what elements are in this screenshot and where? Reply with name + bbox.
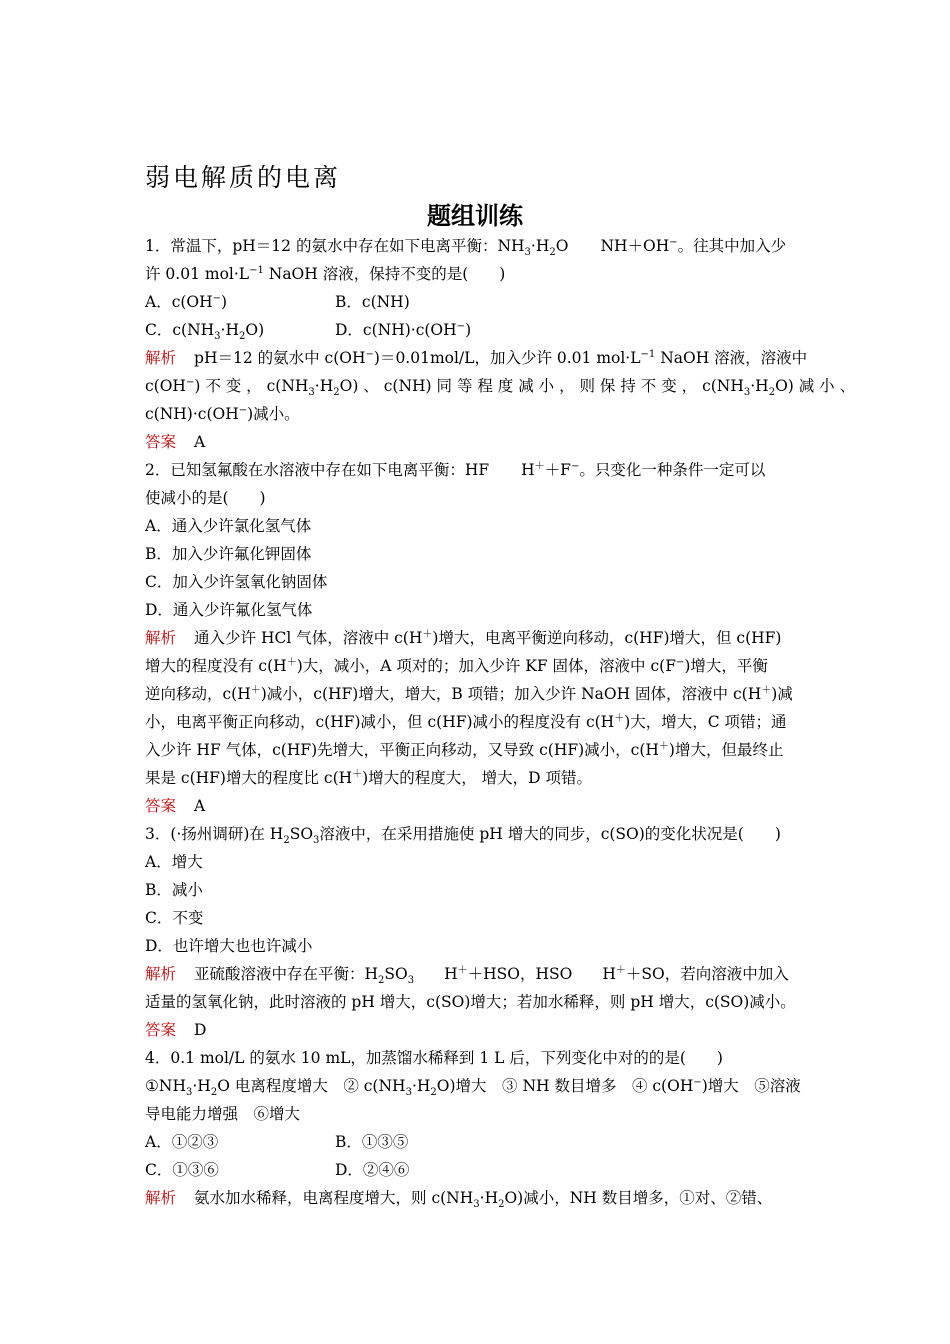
q3-analysis-line2: 适量的氢氧化钠，此时溶液的 pH 增大，c(SO)增大；若加水稀释，则 pH 增大，c(SO)减小。 [145,993,796,1011]
q2-analysis-line2: 增大的程度没有 c(H＋)大，减小，A 项对的；加入少许 KF 固体，溶液中 c(F−)增大，平衡 [145,656,768,675]
q3-option-a: A．增大 [145,853,203,871]
q3-option-c: C．不变 [145,909,204,927]
q3-stem: 3．(·扬州调研)在 $H_2SO_3$溶液中，在采用措施使 pH 增大的同步，c(SO)的变化状况是( ) [145,825,781,847]
q1-stem-line2: 许 0.01 $mol\cdot L^{-1}$ NaOH 溶液，保持不变的是( ) [145,264,506,283]
q1-analysis-line3: c(NH)·c(OH−)减小。 [145,404,300,423]
q2-analysis-line6: 果是 c(HF)增大的程度比 c(H＋)增大的程度大， 增大，D 项错。 [145,768,592,787]
q4-stem: 4．0.1 mol/L 的氨水 10 mL，加蒸馏水稀释到 1 L 后，下列变化中对的的是( ) [145,1049,723,1067]
q3-option-d: D．也许增大也也许减小 [145,937,313,955]
analysis-label: 解析 [145,629,177,647]
q2-option-b: B．加入少许氟化钾固体 [145,545,312,563]
q4-items-line2: 导电能力增强 ⑥增大 [145,1105,301,1123]
analysis-label: 解析 [145,1189,177,1207]
q3-option-b: B．减小 [145,881,203,899]
q2-stem-line1: 2．已知氢氟酸在水溶液中存在如下电离平衡：HF H＋＋F−。只变化一种条件一定可以 [145,460,766,479]
question-list [145,232,856,1212]
answer-label: 答案 [145,1021,177,1039]
q2-answer: 答案 A [145,797,206,815]
q2-analysis-line4: 小，电离平衡正向移动，c(HF)减小，但 c(HF)减小的程度没有 c(H＋)大，增大，C 项错；通 [145,712,787,731]
q3-answer: 答案 D [145,1021,207,1039]
q2-option-a: A．通入少许氯化氢气体 [145,517,312,535]
q4-analysis-line1: 解析 氨水加水稀释，电离程度增大，则 $c(NH_3\cdot H_2O)$减小，NH 数目增多，①对、②错、 [145,1189,773,1211]
q2-stem-line2: 使减小的是( ) [145,489,266,507]
section-subtitle: 题组训练 [427,201,523,230]
q2-analysis-line1: 解析 通入少许 HCl 气体，溶液中 c(H＋)增大，电离平衡逆向移动，c(HF)增大，但 c(HF) [145,628,782,647]
q4-items-line1: $①NH_3\cdot H_2O$ 电离程度增大 ② $c(NH_3\cdot H_2O)$增大 ③ NH 数目增多 ④ c(OH−)增大 ⑤溶液 [145,1076,801,1099]
q3-analysis-line1: 解析 亚硫酸溶液中存在平衡：$H_2SO_3$ H＋＋HSO，HSO H＋＋SO，若向溶液中加入 [145,964,789,987]
q1-analysis-line2: c(OH−) 不 变 ， $c(NH_3\cdot H_2O)$ 、 c(NH) 同 等 程 度 减 小 ， 则 保 持 不 变 ， $c(NH_3\cdot H_2O)$ 减 小 、 [145,376,856,399]
q1-analysis-line1: 解析 pH＝12 的氨水中 c(OH−)＝0.01mol/L，加入少许 0.01 $mol\cdot L^{-1}$ NaOH 溶液，溶液中 [145,348,808,367]
q2-option-c: C．加入少许氢氧化钠固体 [145,573,328,591]
q2-option-d: D．通入少许氟化氢气体 [145,601,313,619]
q4-options-ab: A．①②③ B．①③⑤ [145,1133,409,1151]
q2-analysis-line3: 逆向移动，c(H＋)减小，c(HF)增大，增大，B 项错；加入少许 NaOH 固体，溶液中 c(H＋)减 [145,684,793,703]
q1-stem-line1: 1．常温下，pH＝12 的氨水中存在如下电离平衡：$NH_3\cdot H_2O$ NH＋OH−。往其中加入少 [145,236,787,259]
answer-label: 答案 [145,433,177,451]
section-title: 弱电解质的电离 [145,163,342,192]
q1-options-cd: C．$c(NH_3\cdot H_2O)$ D．c(NH)·c(OH−) [145,320,472,343]
analysis-label: 解析 [145,349,177,367]
q4-options-cd: C．①③⑥ D．②④⑥ [145,1161,410,1179]
q2-analysis-line5: 入少许 HF 气体，c(HF)先增大，平衡正向移动，又导致 c(HF)减小，c(H＋)增大，但最终止 [145,740,784,759]
q1-options-ab: A．c(OH−) B．c(NH) [145,292,410,311]
q1-answer: 答案 A [145,433,206,451]
answer-label: 答案 [145,797,177,815]
analysis-label: 解析 [145,965,177,983]
